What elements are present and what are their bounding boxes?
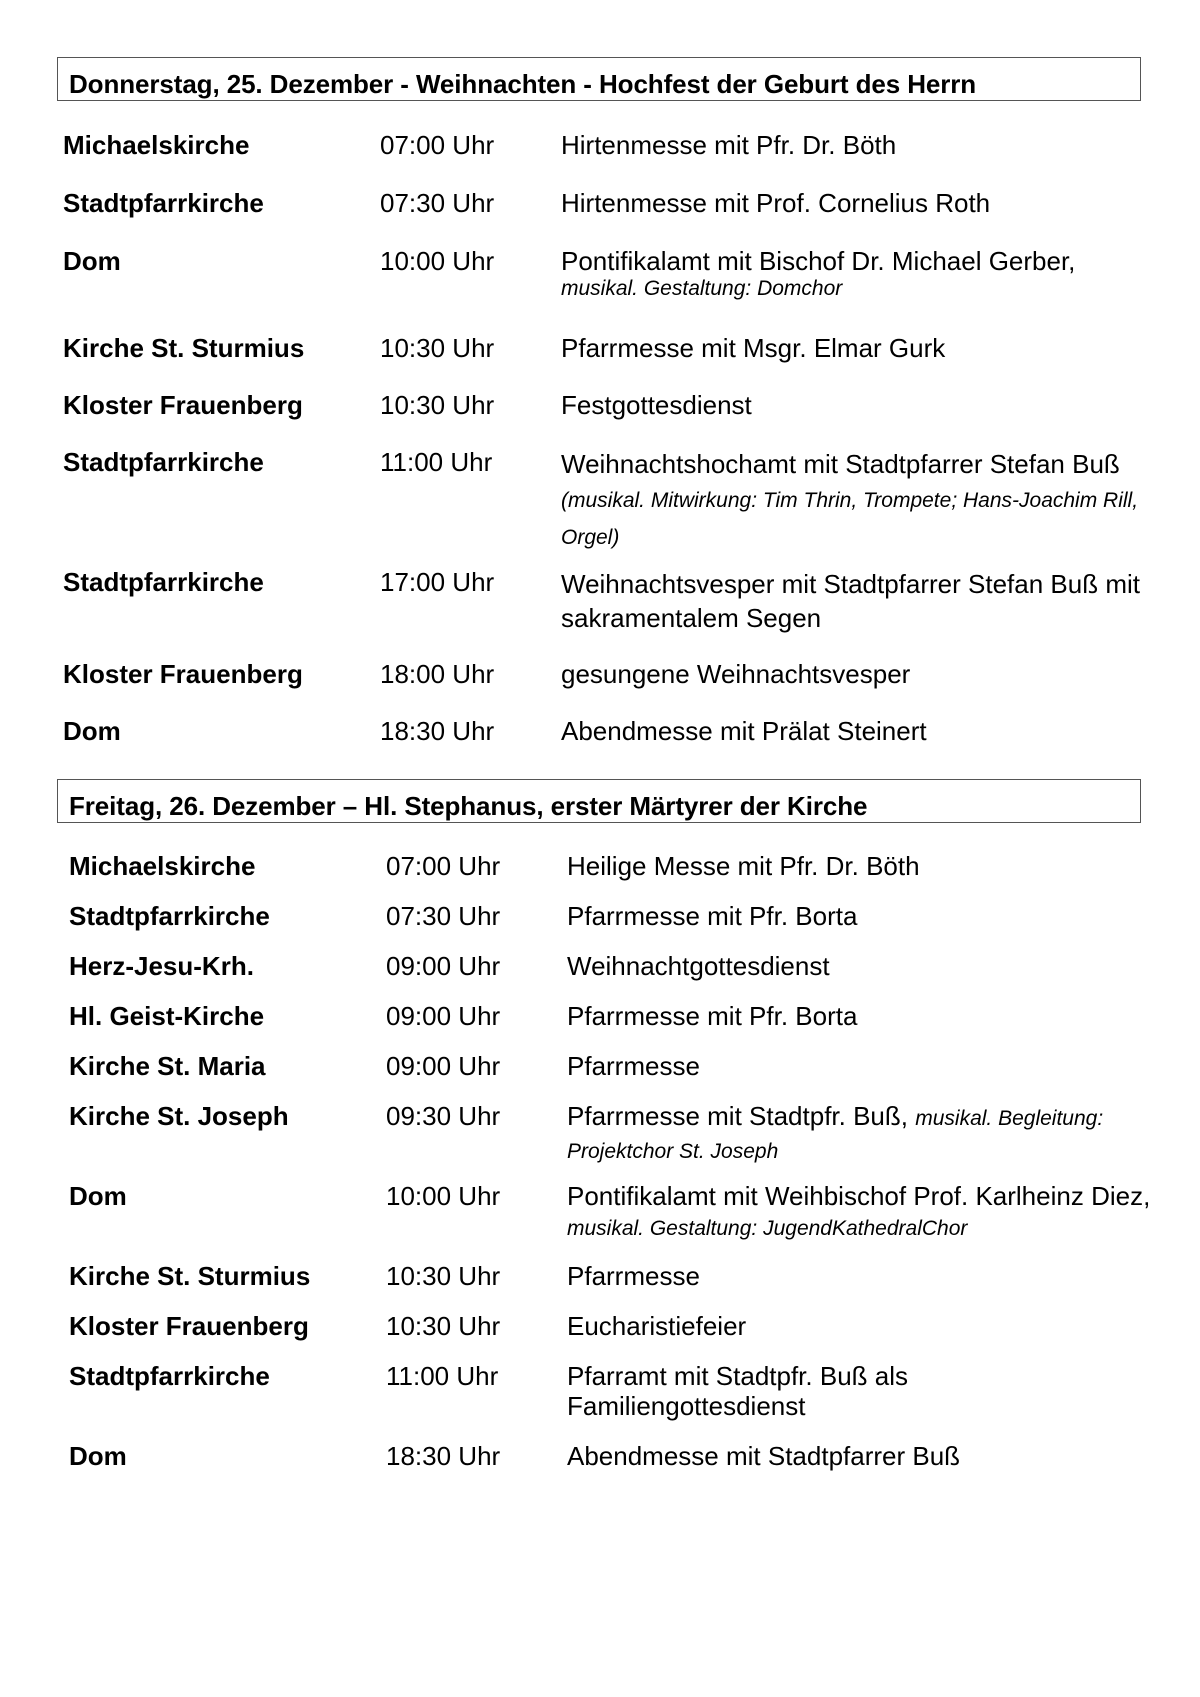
location: Stadtpfarrkirche <box>69 1361 270 1391</box>
time: 09:30 Uhr <box>386 1101 501 1131</box>
description: Hirtenmesse mit Prof. Cornelius Roth <box>561 188 991 218</box>
day-header-box <box>57 779 1141 823</box>
day-title: Donnerstag, 25. Dezember - Weihnachten - Hochfest der Geburt des Herrn <box>69 69 977 99</box>
location: Kloster Frauenberg <box>63 659 303 689</box>
time: 09:00 Uhr <box>386 951 501 981</box>
description: Weihnachtshochamt mit Stadtpfarrer Stefan Buß <box>561 449 1120 479</box>
time: 10:30 Uhr <box>380 390 495 420</box>
location: Stadtpfarrkirche <box>69 901 270 931</box>
description: Pfarrmesse mit Stadtpfr. Buß, <box>567 1101 908 1131</box>
location: Stadtpfarrkirche <box>63 188 264 218</box>
location: Michaelskirche <box>63 130 250 160</box>
description: Abendmesse mit Stadtpfarrer Buß <box>567 1441 961 1471</box>
location: Kirche St. Sturmius <box>63 333 305 363</box>
location: Kloster Frauenberg <box>69 1311 309 1341</box>
time: 10:30 Uhr <box>380 333 495 363</box>
time: 09:00 Uhr <box>386 1051 501 1081</box>
description-block <box>567 1101 1177 1167</box>
time: 10:30 Uhr <box>386 1311 501 1341</box>
time: 10:00 Uhr <box>380 246 495 276</box>
description: Weihnachtsvesper mit Stadtpfarrer Stefan Buß mit sakramentalem Segen <box>561 569 1140 633</box>
location: Herz-Jesu-Krh. <box>69 951 254 981</box>
time: 07:00 Uhr <box>386 851 501 881</box>
description: Pfarrmesse mit Pfr. Borta <box>567 1001 858 1031</box>
time: 07:00 Uhr <box>380 130 495 160</box>
location: Stadtpfarrkirche <box>63 567 264 597</box>
description: Pfarramt mit Stadtpfr. Buß als Familiengottesdienst <box>567 1361 908 1421</box>
description: Pfarrmesse <box>567 1051 700 1081</box>
description: Pfarrmesse <box>567 1261 700 1291</box>
time: 07:30 Uhr <box>380 188 495 218</box>
description: Pfarrmesse mit Pfr. Borta <box>567 901 858 931</box>
location: Hl. Geist-Kirche <box>69 1001 265 1031</box>
description-block <box>561 246 1161 302</box>
location: Kloster Frauenberg <box>63 390 303 420</box>
location: Kirche St. Maria <box>69 1051 266 1081</box>
location: Michaelskirche <box>69 851 256 881</box>
music-note: musikal. Gestaltung: Domchor <box>561 277 843 300</box>
description-block <box>561 447 1161 555</box>
description: Festgottesdienst <box>561 390 752 420</box>
music-note: musikal. Gestaltung: JugendKathedralChor <box>567 1217 968 1240</box>
location: Dom <box>69 1441 127 1471</box>
location: Dom <box>63 716 121 746</box>
description: Pontifikalamt mit Weihbischof Prof. Karlheinz Diez, <box>567 1181 1151 1211</box>
time: 10:30 Uhr <box>386 1261 501 1291</box>
day-title: Freitag, 26. Dezember – Hl. Stephanus, erster Märtyrer der Kirche <box>69 791 868 821</box>
location: Kirche St. Sturmius <box>69 1261 311 1291</box>
day-header-box <box>57 57 1141 101</box>
time: 07:30 Uhr <box>386 901 501 931</box>
time: 18:30 Uhr <box>380 716 495 746</box>
description: Heilige Messe mit Pfr. Dr. Böth <box>567 851 920 881</box>
location: Stadtpfarrkirche <box>63 447 264 477</box>
time: 18:00 Uhr <box>380 659 495 689</box>
time: 11:00 Uhr <box>386 1361 499 1391</box>
time: 17:00 Uhr <box>380 567 495 597</box>
description: Abendmesse mit Prälat Steinert <box>561 716 927 746</box>
description: Hirtenmesse mit Pfr. Dr. Böth <box>561 130 897 160</box>
description: Pfarrmesse mit Msgr. Elmar Gurk <box>561 333 946 363</box>
description: gesungene Weihnachtsvesper <box>561 659 911 689</box>
time: 11:00 Uhr <box>380 447 493 477</box>
description: Eucharistiefeier <box>567 1311 747 1341</box>
time: 10:00 Uhr <box>386 1181 501 1211</box>
location: Dom <box>63 246 121 276</box>
description: Pontifikalamt mit Bischof Dr. Michael Gerber, <box>561 246 1076 276</box>
time: 18:30 Uhr <box>386 1441 501 1471</box>
location: Dom <box>69 1181 127 1211</box>
music-note: (musikal. Mitwirkung: Tim Thrin, Trompete; Hans-Joachim Rill, Orgel) <box>561 489 1139 549</box>
time: 09:00 Uhr <box>386 1001 501 1031</box>
music-note-text: musikal. Begleitung: Projektchor St. Joseph <box>567 1107 1104 1163</box>
description: Weihnachtgottesdienst <box>567 951 830 981</box>
location: Kirche St. Joseph <box>69 1101 289 1131</box>
description-block <box>567 1181 1177 1244</box>
